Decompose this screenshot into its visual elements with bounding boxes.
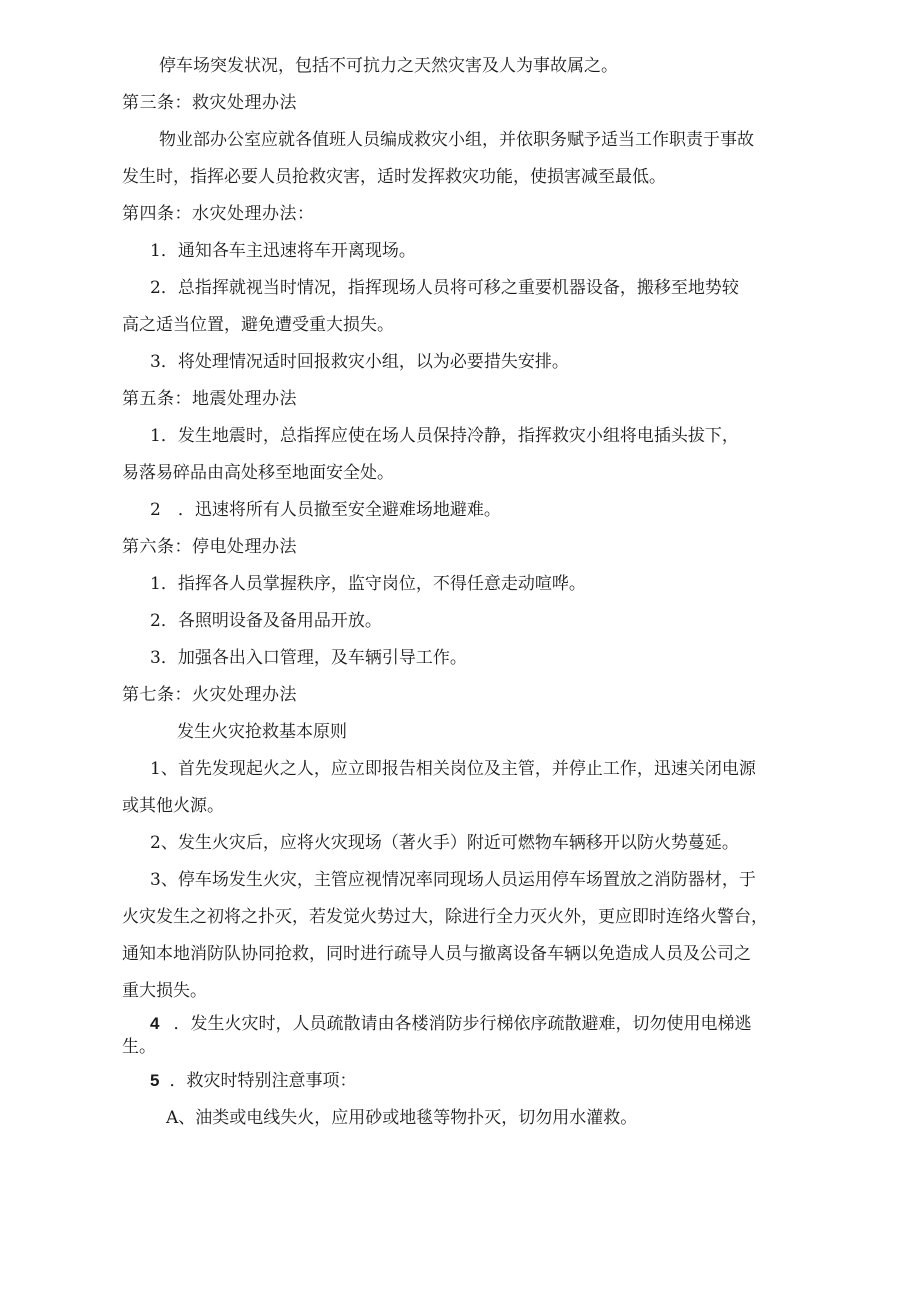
list-item: 2 ．迅速将所有人员撤至安全避难场地避难。 [150,500,501,520]
list-item-continuation: 重大损失。 [122,981,207,1001]
section-heading-article-5: 第五条：地震处理办法 [122,389,297,409]
list-item-text: ．发生火灾时，人员疏散请由各楼消防步行梯依序疏散避难，切勿使用电梯逃 [173,1014,752,1034]
paragraph-line: 物业部办公室应就各值班人员编成救灾小组，并依职务赋予适当工作职责于事故 [159,130,754,150]
subheading: 发生火灾抢救基本原则 [177,722,347,742]
list-item: 3、停车场发生火灾，主管应视情况率同现场人员运用停车场置放之消防器材，于 [150,870,756,890]
list-item: 1．指挥各人员掌握秩序，监守岗位，不得任意走动喧哗。 [150,574,586,594]
section-heading-article-3: 第三条：救灾处理办法 [122,93,297,113]
list-item-continuation: 高之适当位置，避免遭受重大损失。 [122,315,394,335]
list-item: 1．发生地震时，总指挥应使在场人员保持冷静，指挥救灾小组将电插头拔下， [150,426,739,446]
paragraph-line: 发生时，指挥必要人员抢救灾害，适时发挥救灾功能，使损害减至最低。 [122,167,666,187]
sub-list-item: A、油类或电线失火，应用砂或地毯等物扑灭，切勿用水灌救。 [166,1108,638,1128]
list-number: 4 [150,1014,160,1033]
list-item-5 [150,1069,356,1093]
list-item-text: ．救灾时特别注意事项： [169,1071,357,1091]
list-item: 2．总指挥就视当时情况，指挥现场人员将可移之重要机器设备，搬移至地势较 [150,278,739,298]
list-item-4 [150,1012,751,1036]
section-heading-article-7: 第七条：火灾处理办法 [122,685,297,705]
list-item: 1、首先发现起火之人，应立即报告相关岗位及主管，并停止工作，迅速关闭电源 [150,759,756,779]
list-item-continuation: 或其他火源。 [122,796,224,816]
list-number: 5 [150,1071,160,1090]
section-heading-article-6: 第六条：停电处理办法 [122,537,297,557]
list-item-continuation: 易落易碎品由高处移至地面安全处。 [122,463,394,483]
list-item-continuation: 通知本地消防队协同抢救，同时进行疏导人员与撤离设备车辆以免造成人员及公司之 [122,944,751,964]
list-item: 1．通知各车主迅速将车开离现场。 [150,241,416,261]
section-heading-article-4: 第四条：水灾处理办法： [122,204,315,224]
list-item: 3．将处理情况适时回报救灾小组，以为必要措失安排。 [150,352,569,372]
list-item-continuation: 火灾发生之初将之扑灭，若发觉火势过大，除进行全力灭火外，更应即时连络火警台， [122,907,768,927]
list-item: 2．各照明设备及备用品开放。 [150,611,382,631]
list-item-continuation: 生。 [122,1037,156,1057]
paragraph-line: 停车场突发状况，包括不可抗力之天然灾害及人为事故属之。 [159,56,618,76]
list-item: 3．加强各出入口管理，及车辆引导工作。 [150,648,467,668]
list-item: 2、发生火灾后，应将火灾现场（著火手）附近可燃物车辆移开以防火势蔓延。 [150,833,739,853]
